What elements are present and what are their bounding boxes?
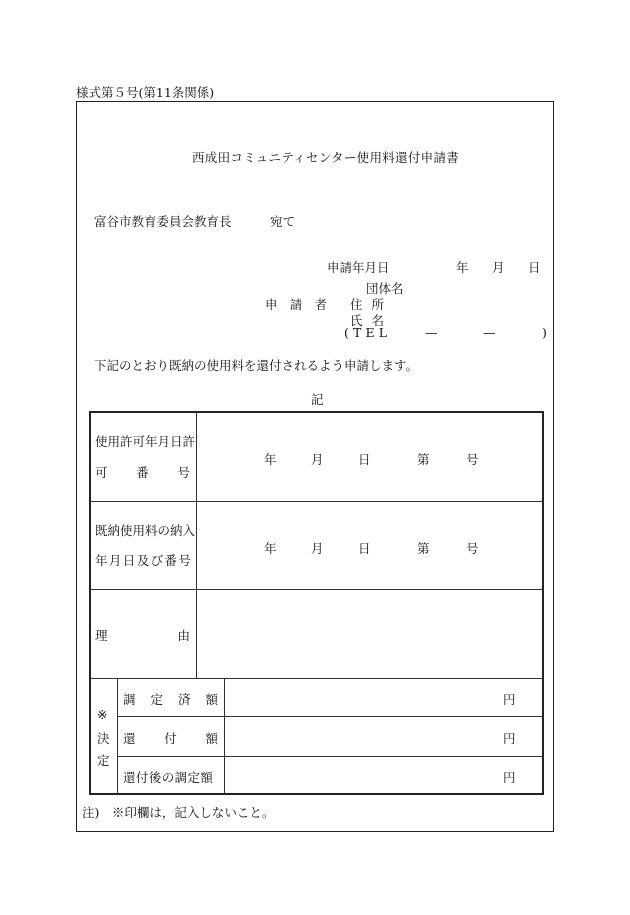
assessed-amount-label: 調 定 済 額 xyxy=(123,692,218,707)
tel-dash-1: — xyxy=(425,325,438,340)
address-label: 住 所 xyxy=(350,297,384,312)
footnote: 注) ※印欄は，記入しないこと。 xyxy=(82,805,275,820)
assessed-amount-unit: 円 xyxy=(503,692,516,707)
application-date-day: 日 xyxy=(528,260,541,275)
group-name-label: 団 体 名 xyxy=(366,281,404,296)
permit-month: 月 xyxy=(311,452,324,467)
applicant-label: 申 請 者 xyxy=(265,297,327,312)
ki-label: 記 xyxy=(311,392,324,407)
permit-dai: 第 xyxy=(417,452,430,467)
payment-year: 年 xyxy=(264,541,277,556)
tel-dash-2: — xyxy=(483,325,496,340)
tel-open: ( xyxy=(344,325,349,340)
permit-date-label-1: 使用許可年月日許 xyxy=(95,434,196,449)
payment-date-label-1: 既納使用料の納入 xyxy=(95,523,196,538)
refund-amount-label: 還 付 額 xyxy=(123,731,218,746)
table-vline-amount xyxy=(224,678,225,794)
post-refund-amount-label: 還付後の調定額 xyxy=(123,770,214,785)
permit-go: 号 xyxy=(466,452,479,467)
table-hline-2 xyxy=(90,589,543,590)
permit-day: 日 xyxy=(358,452,371,467)
decision-mark: ※ xyxy=(97,707,108,722)
application-date-year: 年 xyxy=(456,260,469,275)
payment-day: 日 xyxy=(358,541,371,556)
permit-year: 年 xyxy=(264,452,277,467)
table-hline-1 xyxy=(90,501,543,502)
application-date-label: 申請年月日 xyxy=(327,260,390,275)
payment-dai: 第 xyxy=(417,541,430,556)
addressee-suffix: 宛て xyxy=(270,214,296,229)
payment-month: 月 xyxy=(311,541,324,556)
form-title: 西成田コミュニティセンター使用料還付申請書 xyxy=(192,150,460,165)
refund-amount-unit: 円 xyxy=(503,731,516,746)
addressee-name: 富谷市教育委員会教育長 xyxy=(94,214,232,229)
form-number: 様式第５号(第11条関係) xyxy=(76,85,215,100)
table-hline-5 xyxy=(117,756,543,757)
table-hline-3 xyxy=(90,678,543,679)
name-label: 氏 名 xyxy=(350,313,384,328)
tel-label: T E L xyxy=(353,325,387,340)
permit-date-label-2: 可 番 号 xyxy=(95,465,190,480)
decision-char-1: 決 xyxy=(97,731,110,746)
table-vline-decision xyxy=(117,678,118,794)
payment-date-label-2: 年月日及び番号 xyxy=(95,553,193,568)
reason-label: 理 由 xyxy=(95,628,190,643)
decision-char-2: 定 xyxy=(97,753,110,768)
table-vline-label xyxy=(196,412,197,678)
table-hline-4 xyxy=(117,716,543,717)
statement: 下記のとおり既納の使用料を還付されるよう申請します。 xyxy=(94,358,419,373)
payment-go: 号 xyxy=(466,541,479,556)
application-date-month: 月 xyxy=(492,260,505,275)
tel-close: ) xyxy=(542,325,547,340)
post-refund-amount-unit: 円 xyxy=(503,770,516,785)
